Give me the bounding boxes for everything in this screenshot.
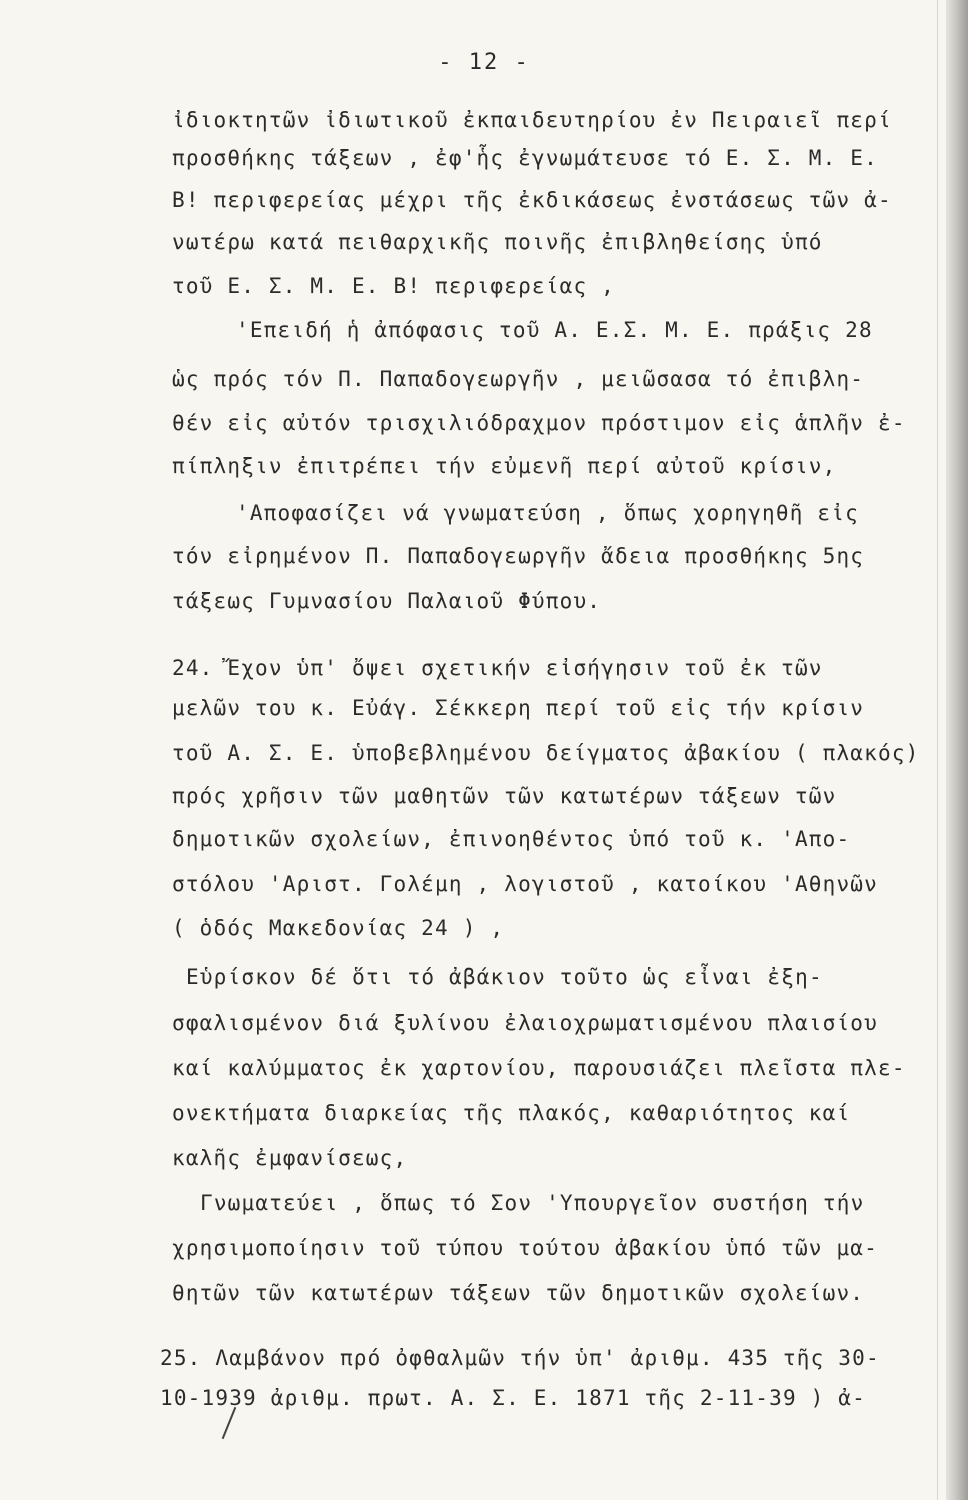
- text-line: ονεκτήματα διαρκείας τῆς πλακός, καθαριότητος καί: [172, 1101, 851, 1125]
- text-line: δημοτικῶν σχολείων, ἐπινοηθέντος ὑπό τοῦ κ. 'Απο-: [172, 827, 851, 851]
- text-line: καλῆς ἐμφανίσεως,: [172, 1146, 408, 1170]
- text-line: Β! περιφερείας μέχρι τῆς ἐκδικάσεως ἐνστάσεως τῶν ἀ-: [172, 188, 892, 212]
- text-line: Εὑρίσκον δέ ὅτι τό ἀβάκιον τοῦτο ὡς εἶναι ἐξη-: [186, 965, 823, 989]
- text-line: 10-1939 ἀριθμ. πρωτ. Α. Σ. Ε. 1871 τῆς 2-11-39 ) ἀ-: [160, 1386, 866, 1410]
- text-line: προσθήκης τάξεων , ἐφ'ἧς ἐγνωμάτευσε τό Ε. Σ. Μ. Ε.: [172, 146, 878, 170]
- text-line: ( ὁδός Μακεδονίας 24 ) ,: [172, 916, 505, 940]
- text-line: χρησιμοποίησιν τοῦ τύπου τούτου ἀβακίου ὑπό τῶν μα-: [172, 1236, 878, 1260]
- text-line: τάξεως Γυμνασίου Παλαιοῦ Φύπου.: [172, 589, 602, 613]
- text-line: 25. Λαμβάνον πρό ὀφθαλμῶν τήν ὑπ' ἀριθμ. 435 τῆς 30-: [160, 1346, 880, 1370]
- text-line: Γνωματεύει , ὅπως τό Σον 'Υπουργεῖον συστήση τήν: [200, 1191, 865, 1215]
- text-line: 'Επειδή ἡ ἀπόφασις τοῦ Α. Ε.Σ. Μ. Ε. πράξις 28: [236, 318, 873, 342]
- text-line: στόλου 'Αριστ. Γολέμη , λογιστοῦ , κατοίκου 'Αθηνῶν: [172, 872, 878, 896]
- text-line: καί καλύμματος ἐκ χαρτονίου, παρουσιάζει πλεῖστα πλε-: [172, 1056, 906, 1080]
- text-line: θητῶν τῶν κατωτέρων τάξεων τῶν δημοτικῶν σχολείων.: [172, 1281, 865, 1305]
- text-line: 24. Ἔχον ὑπ' ὄψει σχετικήν εἰσήγησιν τοῦ ἐκ τῶν: [172, 656, 823, 680]
- text-line: μελῶν του κ. Εὐάγ. Σέκκερη περί τοῦ εἰς τήν κρίσιν: [172, 696, 865, 720]
- binding-shadow-line: [937, 0, 938, 1500]
- binding-edge: [946, 0, 968, 1500]
- text-line: πίπληξιν ἐπιτρέπει τήν εὐμενῆ περί αὐτοῦ κρίσιν,: [172, 454, 837, 478]
- text-line: σφαλισμένον διά ξυλίνου ἐλαιοχρωματισμένου πλαισίου: [172, 1011, 878, 1035]
- text-line: ἰδιοκτητῶν ἰδιωτικοῦ ἐκπαιδευτηρίου ἐν Πειραιεῖ περί: [172, 108, 892, 132]
- text-line: 'Αποφασίζει νά γνωματεύση , ὅπως χορηγηθῆ εἰς: [236, 501, 859, 525]
- text-line: τοῦ Α. Σ. Ε. ὑποβεβλημένου δείγματος ἀβακίου ( πλακός): [172, 741, 920, 765]
- text-line: τοῦ Ε. Σ. Μ. Ε. Β! περιφερείας ,: [172, 274, 615, 298]
- text-line: θέν εἰς αὐτόν τρισχιλιόδραχμον πρόστιμον εἰς ἁπλῆν ἐ-: [172, 411, 906, 435]
- handwritten-slash-mark: [222, 1407, 237, 1439]
- page-number: - 12 -: [438, 50, 530, 75]
- text-line: ὡς πρός τόν Π. Παπαδογεωργῆν , μειῶσασα τό ἐπιβλη-: [172, 367, 865, 391]
- text-line: τόν εἰρημένον Π. Παπαδογεωργῆν ἄδεια προσθήκης 5ης: [172, 544, 865, 568]
- text-line: πρός χρῆσιν τῶν μαθητῶν τῶν κατωτέρων τάξεων τῶν: [172, 784, 837, 808]
- text-line: νωτέρω κατά πειθαρχικῆς ποινῆς ἐπιβληθείσης ὑπό: [172, 230, 823, 254]
